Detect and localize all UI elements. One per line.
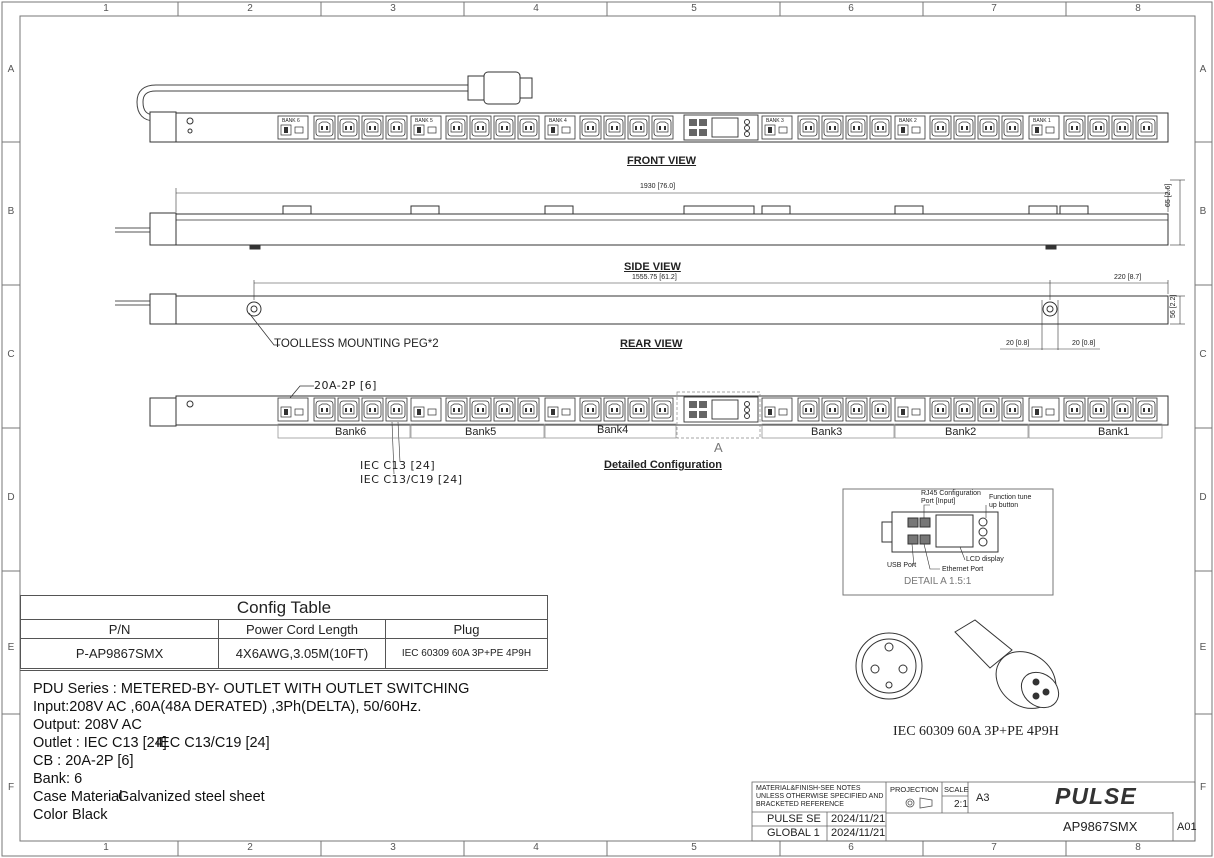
zone-col-1-bottom: 1 (103, 842, 109, 853)
zone-col-5: 5 (691, 3, 697, 14)
front-bank-tag-5: BANK 5 (415, 118, 433, 124)
config-table (20, 595, 548, 669)
detail-a-marker: A (714, 440, 723, 455)
tb-notes-2: UNLESS OTHERWISE SPECIFIED AND (756, 793, 884, 800)
spec-input: Input:208V AC ,60A(48A DERATED) ,3Ph(DELTA), 50/60Hz. (33, 699, 422, 715)
bank-label-6: Bank6 (335, 426, 367, 438)
tb-scale-label: SCALE (944, 785, 969, 794)
zone-col-5-bottom: 5 (691, 842, 697, 853)
config-cell-pn: P-AP9867SMX (21, 639, 219, 669)
dim-peg-left: 20 [0.8] (1006, 340, 1030, 347)
zone-col-3-bottom: 3 (390, 842, 396, 853)
spec-bank: Bank: 6 (33, 771, 83, 787)
zone-col-2-bottom: 2 (247, 842, 253, 853)
rj45-label: RJ45 Configuration (921, 490, 981, 497)
dim-peg-right: 20 [0.8] (1072, 340, 1096, 347)
tb-sheet-size: A3 (976, 792, 990, 804)
spec-outlet: Outlet : IEC C13 [24] (33, 735, 167, 751)
dim-rear-span: 1555.75 [61.2] (632, 274, 677, 281)
zone-col-8: 8 (1135, 3, 1141, 14)
front-bank-tag-6: BANK 6 (282, 118, 300, 124)
spec-color-b: Black (72, 807, 108, 823)
bank-label-4: Bank4 (597, 424, 629, 436)
zone-row-e-right: E (1199, 642, 1207, 653)
tb-projection-label: PROJECTION (890, 785, 939, 794)
config-cell-cord: 4X6AWG,3.05M(10FT) (219, 639, 386, 669)
front-bank-tag-1: BANK 1 (1033, 118, 1051, 124)
zone-col-4-bottom: 4 (533, 842, 539, 853)
zone-col-3: 3 (390, 3, 396, 14)
spec-color: Color (33, 807, 68, 823)
zone-col-4: 4 (533, 3, 539, 14)
mounting-peg-right (1043, 302, 1057, 316)
lcd-display-label: LCD display (966, 556, 1004, 563)
tb-drawn-by: PULSE SE (767, 813, 821, 825)
zone-col-2: 2 (247, 3, 253, 14)
zone-col-6-bottom: 6 (848, 842, 854, 853)
config-header-plug: Plug (385, 620, 547, 639)
spec-outlet-b: IEC C13/C19 [24] (156, 735, 270, 751)
spec-output: Output: 208V AC (33, 717, 142, 733)
zone-row-f: F (7, 782, 15, 793)
zone-col-1: 1 (103, 3, 109, 14)
projection-symbol (906, 798, 932, 808)
spec-case: Case Material (33, 789, 123, 805)
tb-checked-by: GLOBAL 1 (767, 827, 820, 839)
tb-part-number: AP9867SMX (1063, 819, 1138, 834)
plug-caption: IEC 60309 60A 3P+PE 4P9H (893, 724, 1059, 739)
dim-side-height: 65 [2.6] (1165, 183, 1172, 207)
table-bottom-rule (20, 670, 548, 671)
bank-label-5: Bank5 (465, 426, 497, 438)
iec-c13-c19-label: IEC C13/C19 [24] (360, 473, 463, 486)
front-view-title: FRONT VIEW (627, 155, 697, 167)
side-view (115, 180, 1185, 249)
function-button-label-line2: up button (989, 502, 1019, 509)
zone-row-f-right: F (1199, 782, 1207, 793)
breaker-label: 20A-2P [6] (314, 379, 377, 392)
zone-row-d: D (7, 492, 15, 503)
ethernet-port-label: Ethernet Port (942, 566, 984, 573)
zone-col-6: 6 (848, 3, 854, 14)
zone-row-e: E (7, 642, 15, 653)
side-view-title: SIDE VIEW (624, 261, 681, 273)
dim-rear-height: 56 [2.2] (1170, 294, 1177, 318)
front-bank-tag-2: BANK 2 (899, 118, 917, 124)
iec-c13-label: IEC C13 [24] (360, 459, 436, 472)
bank-label-2: Bank2 (945, 426, 977, 438)
tb-scale: 2:1 (954, 799, 968, 810)
spec-case-b: Galvanized steel sheet (118, 789, 265, 805)
tb-notes-3: BRACKETED REFERENCE (756, 801, 844, 808)
detailed-configuration-title: Detailed Configuration (604, 459, 722, 471)
zone-col-7-bottom: 7 (991, 842, 997, 853)
front-bank-tag-4: BANK 4 (549, 118, 567, 124)
plug-face-drawing (856, 633, 922, 699)
config-header-cord: Power Cord Length (219, 620, 386, 639)
bank-label-3: Bank3 (811, 426, 843, 438)
zone-col-8-bottom: 8 (1135, 842, 1141, 853)
rj45-label-line2: Port [Input] (921, 498, 956, 505)
mounting-peg-left (247, 302, 261, 316)
config-table-title: Config Table (21, 596, 548, 620)
function-button-label: Function tune (989, 494, 1032, 501)
zone-row-c-right: C (1199, 349, 1207, 360)
zone-row-d-right: D (1199, 492, 1207, 503)
zone-row-c: C (7, 349, 15, 360)
tb-notes-1: MATERIAL&FINISH-SEE NOTES (756, 785, 861, 792)
dim-rear-offset: 220 [8.7] (1114, 274, 1142, 281)
plug-head (468, 72, 532, 104)
front-bank-tag-3: BANK 3 (766, 118, 784, 124)
usb-port-label: USB Port (887, 562, 917, 569)
tb-checked-date: 2024/11/21 (831, 827, 886, 839)
spec-cb: CB : 20A-2P [6] (33, 753, 134, 769)
config-header-pn: P/N (21, 620, 219, 639)
config-cell-plug: IEC 60309 60A 3P+PE 4P9H (385, 639, 547, 669)
tb-drawn-date: 2024/11/21 (831, 813, 886, 825)
zone-row-a: A (7, 64, 15, 75)
zone-row-a-right: A (1199, 64, 1207, 75)
rear-view-title: REAR VIEW (620, 338, 683, 350)
mounting-peg-label: TOOLLESS MOUNTING PEG*2 (274, 338, 439, 350)
bank-label-1: Bank1 (1098, 426, 1130, 438)
zone-row-b-right: B (1199, 206, 1207, 217)
zone-col-7: 7 (991, 3, 997, 14)
pulse-logo: PULSE (1055, 783, 1137, 809)
zone-row-b: B (7, 206, 15, 217)
plug-side-drawing (955, 620, 1067, 720)
tb-revision: A01 (1177, 821, 1197, 833)
spec-series: PDU Series : METERED-BY- OUTLET WITH OUTLET SWITCHING (33, 681, 470, 697)
dim-side-length: 1930 [76.0] (640, 183, 676, 190)
detail-a-caption: DETAIL A 1.5:1 (904, 576, 972, 587)
